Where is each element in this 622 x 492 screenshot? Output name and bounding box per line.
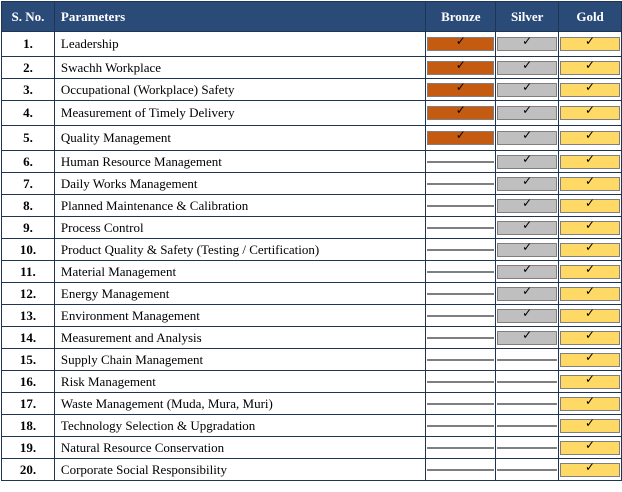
bronze-cell <box>426 415 496 437</box>
table-row <box>2 327 622 349</box>
gold-level-box <box>560 327 620 345</box>
silver-level-box <box>497 34 557 51</box>
parameter-cell: Energy Management <box>54 283 426 305</box>
silver-cell <box>496 261 559 283</box>
table-row <box>2 101 622 126</box>
checkmark-icon: ✓ <box>585 283 596 298</box>
gold-cell <box>559 173 622 195</box>
bronze-cell <box>426 261 496 283</box>
checkmark-icon: ✓ <box>585 261 596 276</box>
silver-level-box <box>497 128 557 145</box>
silver-level-box <box>497 239 557 257</box>
gold-cell <box>559 415 622 437</box>
gold-level-box <box>560 217 620 235</box>
silver-level-box <box>497 173 557 191</box>
gold-level-box <box>560 371 620 389</box>
bronze-level-box <box>427 381 494 383</box>
silver-level-box <box>497 403 557 405</box>
parameter-cell: Leadership <box>54 32 426 57</box>
gold-level-box <box>560 349 620 367</box>
checkmark-icon: ✓ <box>585 128 596 142</box>
bronze-level-box <box>427 227 494 229</box>
column-header-bronze: Bronze <box>426 2 496 32</box>
serial-number-cell: 6. <box>2 151 55 173</box>
checkmark-icon: ✓ <box>522 57 533 72</box>
silver-level-box <box>497 79 557 97</box>
silver-cell <box>496 239 559 261</box>
checkmark-icon: ✓ <box>585 437 596 452</box>
gold-level-box <box>560 459 620 477</box>
gold-level-box <box>560 261 620 279</box>
serial-number-cell: 18. <box>2 415 55 437</box>
bronze-cell <box>426 305 496 327</box>
silver-level-box <box>497 195 557 213</box>
header-row <box>2 2 622 32</box>
parameter-cell: Waste Management (Muda, Mura, Muri) <box>54 393 426 415</box>
silver-cell <box>496 57 559 79</box>
silver-level-box <box>497 359 557 361</box>
serial-number-cell: 7. <box>2 173 55 195</box>
checkmark-icon: ✓ <box>522 195 533 210</box>
bronze-level-box <box>427 315 494 317</box>
gold-cell <box>559 32 622 57</box>
bronze-level-box <box>427 205 494 207</box>
bronze-level-box <box>427 271 494 273</box>
checkmark-icon: ✓ <box>522 79 533 94</box>
parameter-cell: Quality Management <box>54 126 426 151</box>
gold-cell <box>559 151 622 173</box>
parameter-cell: Swachh Workplace <box>54 57 426 79</box>
silver-cell <box>496 217 559 239</box>
silver-level-box <box>497 327 557 345</box>
parameter-cell: Daily Works Management <box>54 173 426 195</box>
gold-cell <box>559 283 622 305</box>
silver-cell <box>496 151 559 173</box>
bronze-level-box <box>427 57 494 75</box>
checkmark-icon: ✓ <box>585 393 596 408</box>
checkmark-icon: ✓ <box>585 57 596 72</box>
checkmark-icon: ✓ <box>585 305 596 320</box>
table-row <box>2 305 622 327</box>
bronze-cell <box>426 371 496 393</box>
checkmark-icon: ✓ <box>522 217 533 232</box>
serial-number-cell: 10. <box>2 239 55 261</box>
checkmark-icon: ✓ <box>522 327 533 342</box>
checkmark-icon: ✓ <box>585 371 596 386</box>
column-header-gold: Gold <box>559 2 622 32</box>
silver-cell <box>496 101 559 126</box>
parameter-cell: Measurement of Timely Delivery <box>54 101 426 126</box>
column-header-parameters: Parameters <box>54 2 426 32</box>
checkmark-icon: ✓ <box>522 283 533 298</box>
bronze-level-box <box>427 79 494 97</box>
gold-cell <box>559 79 622 101</box>
gold-cell <box>559 57 622 79</box>
gold-cell <box>559 101 622 126</box>
silver-level-box <box>497 57 557 75</box>
bronze-level-box <box>427 337 494 339</box>
table-row <box>2 437 622 459</box>
bronze-cell <box>426 126 496 151</box>
gold-cell <box>559 393 622 415</box>
table-row <box>2 32 622 57</box>
bronze-level-box <box>427 34 494 51</box>
bronze-level-box <box>427 161 494 163</box>
table-row <box>2 126 622 151</box>
silver-cell <box>496 126 559 151</box>
checkmark-icon: ✓ <box>522 151 533 166</box>
serial-number-cell: 5. <box>2 126 55 151</box>
bronze-cell <box>426 57 496 79</box>
table-row <box>2 79 622 101</box>
gold-level-box <box>560 103 620 120</box>
checkmark-icon: ✓ <box>585 327 596 342</box>
checkmark-icon: ✓ <box>585 415 596 430</box>
table-row <box>2 195 622 217</box>
silver-cell <box>496 195 559 217</box>
checkmark-icon: ✓ <box>585 195 596 210</box>
bronze-cell <box>426 217 496 239</box>
parameter-cell: Human Resource Management <box>54 151 426 173</box>
checkmark-icon: ✓ <box>522 103 533 117</box>
checkmark-icon: ✓ <box>522 173 533 188</box>
gold-level-box <box>560 128 620 145</box>
gold-level-box <box>560 437 620 455</box>
gold-cell <box>559 459 622 481</box>
bronze-level-box <box>427 447 494 449</box>
gold-cell <box>559 261 622 283</box>
parameter-cell: Planned Maintenance & Calibration <box>54 195 426 217</box>
silver-cell <box>496 437 559 459</box>
bronze-cell <box>426 151 496 173</box>
gold-cell <box>559 437 622 459</box>
silver-cell <box>496 79 559 101</box>
gold-level-box <box>560 173 620 191</box>
checkmark-icon: ✓ <box>585 349 596 364</box>
table-row <box>2 57 622 79</box>
parameter-cell: Corporate Social Responsibility <box>54 459 426 481</box>
checkmark-icon: ✓ <box>585 173 596 188</box>
silver-cell <box>496 305 559 327</box>
serial-number-cell: 13. <box>2 305 55 327</box>
certification-levels-table <box>1 1 622 481</box>
silver-level-box <box>497 217 557 235</box>
gold-cell <box>559 195 622 217</box>
silver-level-box <box>497 261 557 279</box>
checkmark-icon: ✓ <box>585 459 596 474</box>
bronze-level-box <box>427 128 494 145</box>
silver-cell <box>496 32 559 57</box>
serial-number-cell: 11. <box>2 261 55 283</box>
parameter-cell: Supply Chain Management <box>54 349 426 371</box>
gold-level-box <box>560 79 620 97</box>
serial-number-cell: 17. <box>2 393 55 415</box>
silver-level-box <box>497 151 557 169</box>
bronze-cell <box>426 173 496 195</box>
parameter-cell: Process Control <box>54 217 426 239</box>
silver-cell <box>496 173 559 195</box>
gold-level-box <box>560 393 620 411</box>
silver-cell <box>496 283 559 305</box>
gold-level-box <box>560 283 620 301</box>
parameter-cell: Occupational (Workplace) Safety <box>54 79 426 101</box>
gold-level-box <box>560 34 620 51</box>
silver-level-box <box>497 103 557 120</box>
bronze-cell <box>426 101 496 126</box>
bronze-cell <box>426 327 496 349</box>
bronze-level-box <box>427 469 494 471</box>
silver-level-box <box>497 305 557 323</box>
serial-number-cell: 4. <box>2 101 55 126</box>
bronze-level-box <box>427 359 494 361</box>
table-row <box>2 239 622 261</box>
checkmark-icon: ✓ <box>585 217 596 232</box>
serial-number-cell: 1. <box>2 32 55 57</box>
bronze-cell <box>426 32 496 57</box>
bronze-level-box <box>427 249 494 251</box>
serial-number-cell: 12. <box>2 283 55 305</box>
bronze-cell <box>426 437 496 459</box>
table-row <box>2 415 622 437</box>
table-row <box>2 261 622 283</box>
checkmark-icon: ✓ <box>585 79 596 94</box>
table-row <box>2 173 622 195</box>
gold-level-box <box>560 195 620 213</box>
checkmark-icon: ✓ <box>585 151 596 166</box>
checkmark-icon: ✓ <box>455 57 466 72</box>
checkmark-icon: ✓ <box>522 239 533 254</box>
silver-level-box <box>497 425 557 427</box>
table-row <box>2 283 622 305</box>
gold-cell <box>559 327 622 349</box>
serial-number-cell: 8. <box>2 195 55 217</box>
parameter-cell: Material Management <box>54 261 426 283</box>
parameter-cell: Technology Selection & Upgradation <box>54 415 426 437</box>
table-row <box>2 151 622 173</box>
parameter-cell: Natural Resource Conservation <box>54 437 426 459</box>
checkmark-icon: ✓ <box>585 103 596 117</box>
bronze-cell <box>426 195 496 217</box>
silver-cell <box>496 371 559 393</box>
serial-number-cell: 14. <box>2 327 55 349</box>
bronze-level-box <box>427 403 494 405</box>
bronze-cell <box>426 283 496 305</box>
serial-number-cell: 19. <box>2 437 55 459</box>
serial-number-cell: 2. <box>2 57 55 79</box>
checkmark-icon: ✓ <box>522 305 533 320</box>
gold-cell <box>559 126 622 151</box>
silver-cell <box>496 349 559 371</box>
parameter-cell: Measurement and Analysis <box>54 327 426 349</box>
table-row <box>2 371 622 393</box>
checkmark-icon: ✓ <box>585 239 596 254</box>
gold-level-box <box>560 239 620 257</box>
bronze-level-box <box>427 425 494 427</box>
gold-cell <box>559 305 622 327</box>
table-row <box>2 349 622 371</box>
serial-number-cell: 16. <box>2 371 55 393</box>
gold-cell <box>559 371 622 393</box>
gold-level-box <box>560 151 620 169</box>
silver-level-box <box>497 469 557 471</box>
gold-level-box <box>560 415 620 433</box>
silver-cell <box>496 327 559 349</box>
bronze-level-box <box>427 183 494 185</box>
gold-level-box <box>560 57 620 75</box>
bronze-cell <box>426 79 496 101</box>
silver-cell <box>496 459 559 481</box>
column-header-sno: S. No. <box>2 2 55 32</box>
checkmark-icon: ✓ <box>585 34 596 48</box>
bronze-cell <box>426 393 496 415</box>
checkmark-icon: ✓ <box>522 128 533 142</box>
checkmark-icon: ✓ <box>522 34 533 48</box>
parameter-cell: Environment Management <box>54 305 426 327</box>
serial-number-cell: 15. <box>2 349 55 371</box>
serial-number-cell: 3. <box>2 79 55 101</box>
silver-level-box <box>497 381 557 383</box>
table-row <box>2 217 622 239</box>
serial-number-cell: 20. <box>2 459 55 481</box>
checkmark-icon: ✓ <box>522 261 533 276</box>
parameter-cell: Risk Management <box>54 371 426 393</box>
table-row <box>2 393 622 415</box>
gold-cell <box>559 349 622 371</box>
bronze-cell <box>426 349 496 371</box>
bronze-level-box <box>427 103 494 120</box>
checkmark-icon: ✓ <box>455 79 466 94</box>
silver-cell <box>496 415 559 437</box>
checkmark-icon: ✓ <box>455 34 466 48</box>
bronze-cell <box>426 239 496 261</box>
table-row <box>2 459 622 481</box>
gold-cell <box>559 239 622 261</box>
column-header-silver: Silver <box>496 2 559 32</box>
checkmark-icon: ✓ <box>455 103 466 117</box>
gold-level-box <box>560 305 620 323</box>
checkmark-icon: ✓ <box>455 128 466 142</box>
bronze-level-box <box>427 293 494 295</box>
silver-level-box <box>497 447 557 449</box>
gold-cell <box>559 217 622 239</box>
silver-cell <box>496 393 559 415</box>
parameter-cell: Product Quality & Safety (Testing / Certification) <box>54 239 426 261</box>
bronze-cell <box>426 459 496 481</box>
serial-number-cell: 9. <box>2 217 55 239</box>
silver-level-box <box>497 283 557 301</box>
